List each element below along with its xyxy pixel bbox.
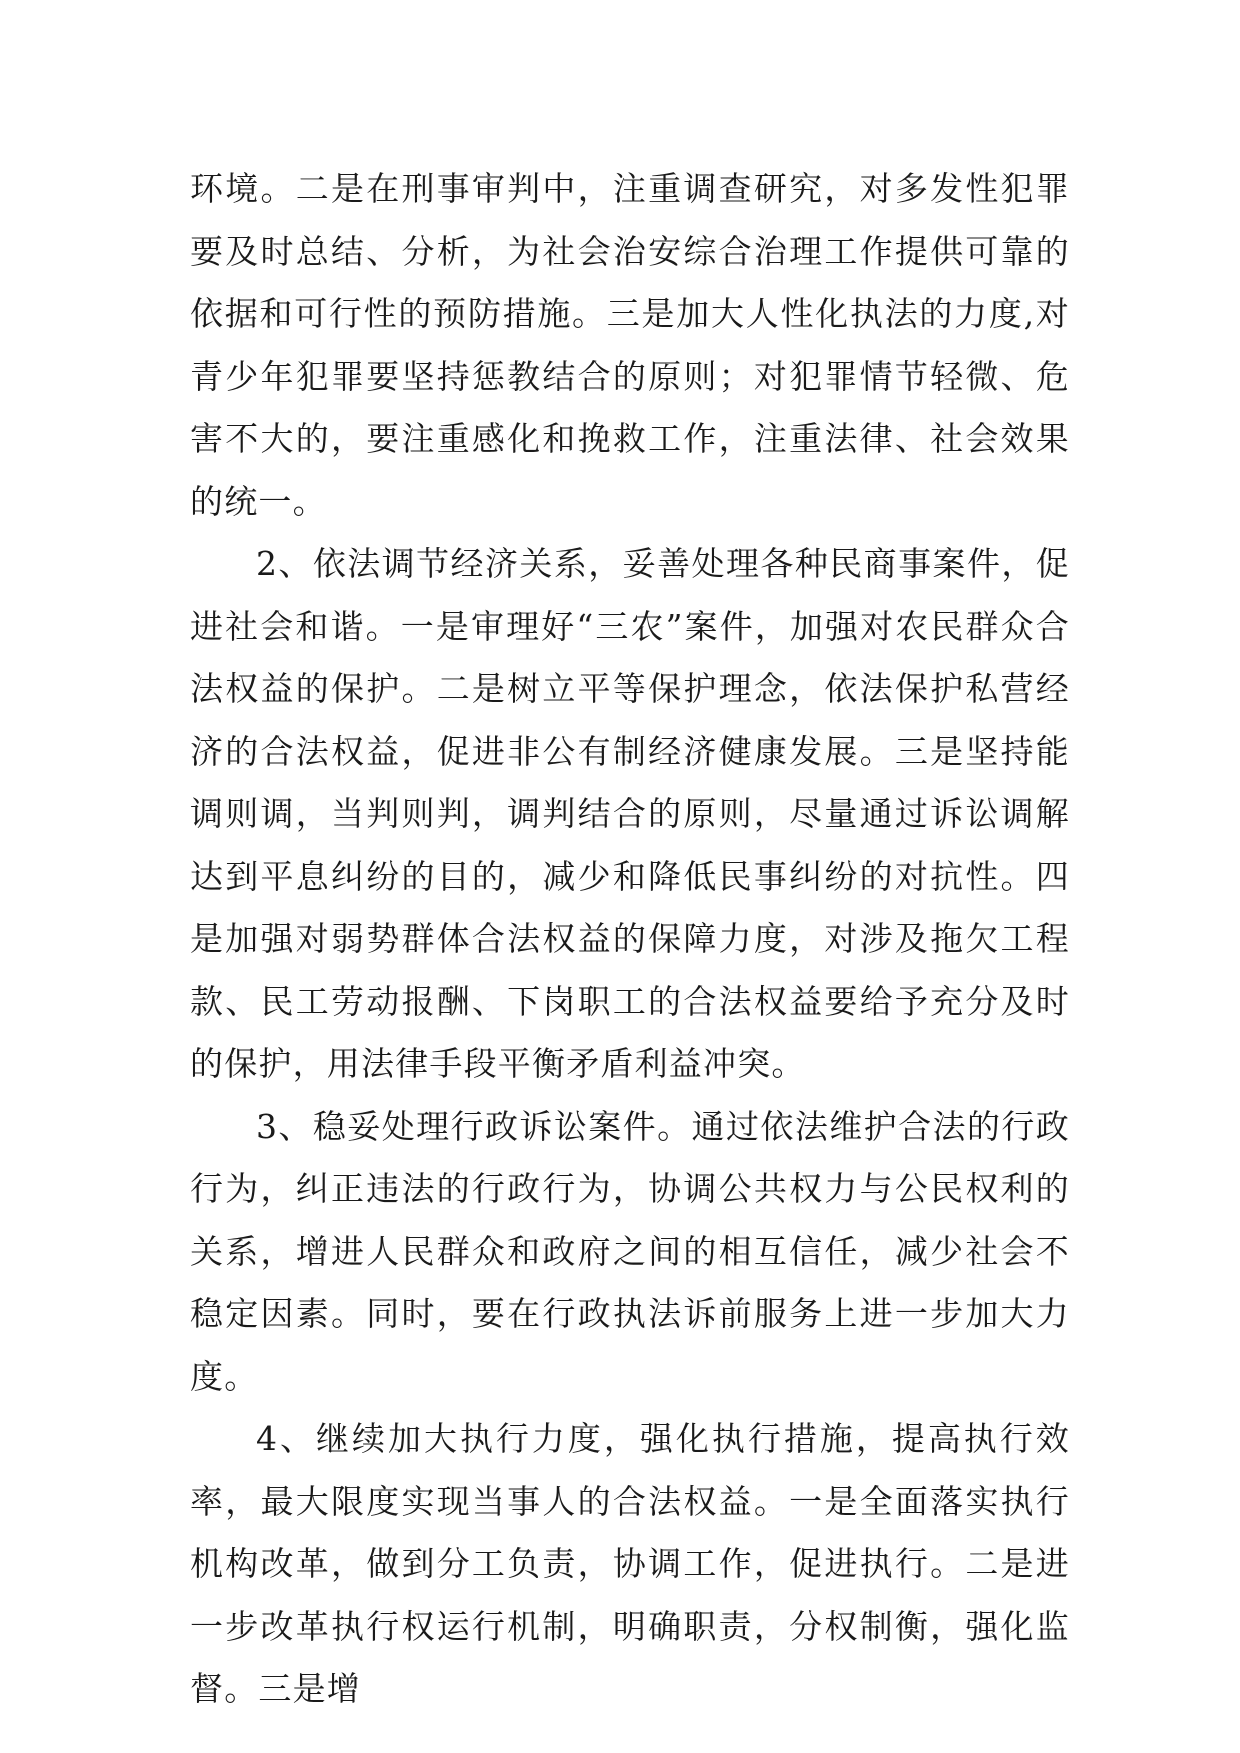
- paragraph-3: 3、稳妥处理行政诉讼案件。通过依法维护合法的行政行为，纠正违法的行政行为，协调公共权力与公民权利的关系，增进人民群众和政府之间的相互信任，减少社会不稳定因素。同时，要在行政执法诉前服务上进一步加大力度。: [190, 1106, 1070, 1396]
- document-body: [190, 158, 1070, 1721]
- paragraph-2: 2、依法调节经济关系，妥善处理各种民商事案件，促进社会和谐。一是审理好“三农”案件，加强对农民群众合法权益的保护。二是树立平等保护理念，依法保护私营经济的合法权益，促进非公有制经济健康发展。三是坚持能调则调，当判则判，调判结合的原则，尽量通过诉讼调解达到平息纠纷的目的，减少和降低民事纠纷的对抗性。四是加强对弱势群体合法权益的保障力度，对涉及拖欠工程款、民工劳动报酬、下岗职工的合法权益要给予充分及时的保护，用法律手段平衡矛盾利益冲突。: [190, 544, 1070, 1083]
- paragraph-1: 环境。二是在刑事审判中，注重调查研究，对多发性犯罪要及时总结、分析，为社会治安综合治理工作提供可靠的依据和可行性的预防措施。三是加大人性化执法的力度,对青少年犯罪要坚持惩教结合的原则；对犯罪情节轻微、危害不大的，要注重感化和挽救工作，注重法律、社会效果的统一。: [190, 169, 1070, 521]
- paragraph-4: 4、继续加大执行力度，强化执行措施，提高执行效率，最大限度实现当事人的合法权益。一是全面落实执行机构改革，做到分工负责，协调工作，促进执行。二是进一步改革执行权运行机制，明确职责，分权制衡，强化监督。三是增: [190, 1419, 1070, 1708]
